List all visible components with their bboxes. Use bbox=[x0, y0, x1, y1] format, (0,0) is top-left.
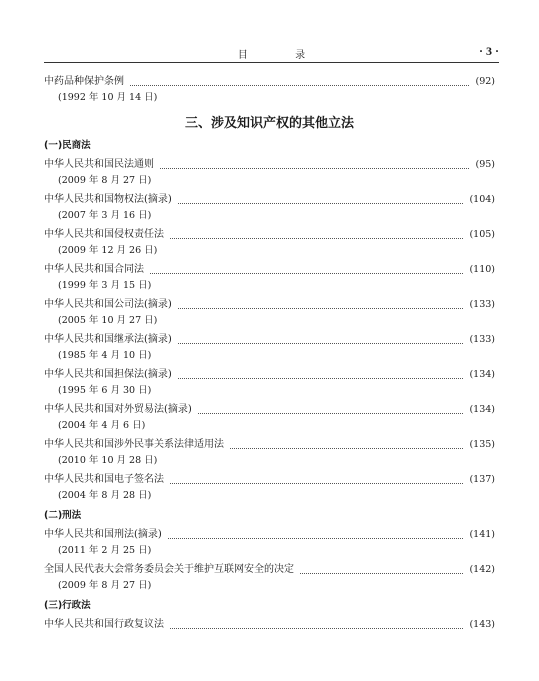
toc-entry bbox=[44, 298, 495, 312]
toc-entry-title: 中华人民共和国刑法(摘录) bbox=[44, 529, 162, 540]
toc-entry bbox=[44, 563, 495, 577]
toc-entry-page: (105) bbox=[469, 229, 495, 240]
toc-entry-title: 中华人民共和国侵权责任法 bbox=[44, 229, 164, 240]
leader-dots bbox=[178, 343, 464, 344]
toc-entry-page: (135) bbox=[469, 439, 495, 450]
toc-entry-title: 中华人民共和国继承法(摘录) bbox=[44, 334, 172, 345]
toc-entry-title: 中华人民共和国合同法 bbox=[44, 264, 144, 275]
leader-dots bbox=[170, 628, 463, 629]
section-heading: (一)民商法 bbox=[44, 140, 91, 151]
toc-entry bbox=[44, 528, 495, 542]
toc-entry-date: (1999 年 3 月 15 日) bbox=[58, 280, 152, 291]
toc-entry-date: (2009 年 8 月 27 日) bbox=[58, 175, 152, 186]
leader-dots bbox=[170, 483, 463, 484]
toc-entry-page: (143) bbox=[469, 619, 495, 630]
toc-entry bbox=[44, 368, 495, 382]
toc-entry-date: (2007 年 3 月 16 日) bbox=[58, 210, 152, 221]
leader-dots bbox=[198, 413, 464, 414]
toc-entry-page: (104) bbox=[469, 194, 495, 205]
toc-entry-title: 全国人民代表大会常务委员会关于维护互联网安全的决定 bbox=[44, 564, 294, 575]
toc-entry bbox=[44, 263, 495, 277]
toc-entry-title: 中华人民共和国担保法(摘录) bbox=[44, 369, 172, 380]
header-page-number: · 3 · bbox=[478, 44, 499, 58]
leader-dots bbox=[300, 573, 463, 574]
toc-entry-date: (2009 年 12 月 26 日) bbox=[58, 245, 158, 256]
leader-dots bbox=[178, 308, 464, 309]
toc-entry bbox=[44, 473, 495, 487]
section-heading: (二)刑法 bbox=[44, 510, 82, 521]
toc-entry-date: (2009 年 8 月 27 日) bbox=[58, 580, 152, 591]
toc-entry-title: 中华人民共和国公司法(摘录) bbox=[44, 299, 172, 310]
leader-dots bbox=[178, 378, 464, 379]
toc-entry bbox=[44, 438, 495, 452]
toc-entry-page: (110) bbox=[469, 264, 495, 275]
leader-dots bbox=[170, 238, 463, 239]
toc-entry-date: (2004 年 4 月 6 日) bbox=[58, 420, 146, 431]
leader-dots bbox=[230, 448, 463, 449]
toc-entry-date: (2010 年 10 月 28 日) bbox=[58, 455, 158, 466]
toc-entry-page: (133) bbox=[469, 299, 495, 310]
toc-entry bbox=[44, 228, 495, 242]
toc-entry bbox=[44, 333, 495, 347]
toc-entry bbox=[44, 193, 495, 207]
toc-entry-title: 中华人民共和国对外贸易法(摘录) bbox=[44, 404, 192, 415]
toc-entry bbox=[44, 75, 495, 89]
leader-dots bbox=[150, 273, 463, 274]
toc-entry-title: 中药品种保护条例 bbox=[44, 76, 124, 87]
toc-entry-date: (2005 年 10 月 27 日) bbox=[58, 315, 158, 326]
toc-entry-page: (134) bbox=[469, 369, 495, 380]
toc-entry-page: (92) bbox=[475, 76, 495, 87]
toc-entry-date: (2011 年 2 月 25 日) bbox=[58, 545, 152, 556]
toc-entry-page: (133) bbox=[469, 334, 495, 345]
toc-entry-page: (95) bbox=[475, 159, 495, 170]
table-of-contents bbox=[44, 70, 495, 632]
toc-entry-title: 中华人民共和国行政复议法 bbox=[44, 619, 164, 630]
toc-entry-title: 中华人民共和国电子签名法 bbox=[44, 474, 164, 485]
toc-entry-title: 中华人民共和国民法通则 bbox=[44, 159, 154, 170]
leader-dots bbox=[160, 168, 469, 169]
toc-entry-title: 中华人民共和国物权法(摘录) bbox=[44, 194, 172, 205]
toc-entry-date: (1985 年 4 月 10 日) bbox=[58, 350, 152, 361]
leader-dots bbox=[168, 538, 464, 539]
toc-entry-title: 中华人民共和国涉外民事关系法律适用法 bbox=[44, 439, 224, 450]
toc-entry-date: (1992 年 10 月 14 日) bbox=[58, 92, 158, 103]
header-title: 目 录 bbox=[237, 50, 328, 61]
toc-entry-page: (134) bbox=[469, 404, 495, 415]
part-title: 三、涉及知识产权的其他立法 bbox=[184, 116, 354, 131]
leader-dots bbox=[130, 85, 469, 86]
toc-entry-page: (141) bbox=[469, 529, 495, 540]
toc-entry bbox=[44, 158, 495, 172]
toc-entry-page: (137) bbox=[469, 474, 495, 485]
leader-dots bbox=[178, 203, 464, 204]
toc-entry bbox=[44, 618, 495, 632]
section-heading: (三)行政法 bbox=[44, 600, 91, 611]
toc-entry-date: (2004 年 8 月 28 日) bbox=[58, 490, 152, 501]
toc-entry-page: (142) bbox=[469, 564, 495, 575]
toc-sections bbox=[44, 139, 495, 632]
toc-entry bbox=[44, 403, 495, 417]
toc-entry-date: (1995 年 6 月 30 日) bbox=[58, 385, 152, 396]
page-header bbox=[44, 44, 499, 63]
